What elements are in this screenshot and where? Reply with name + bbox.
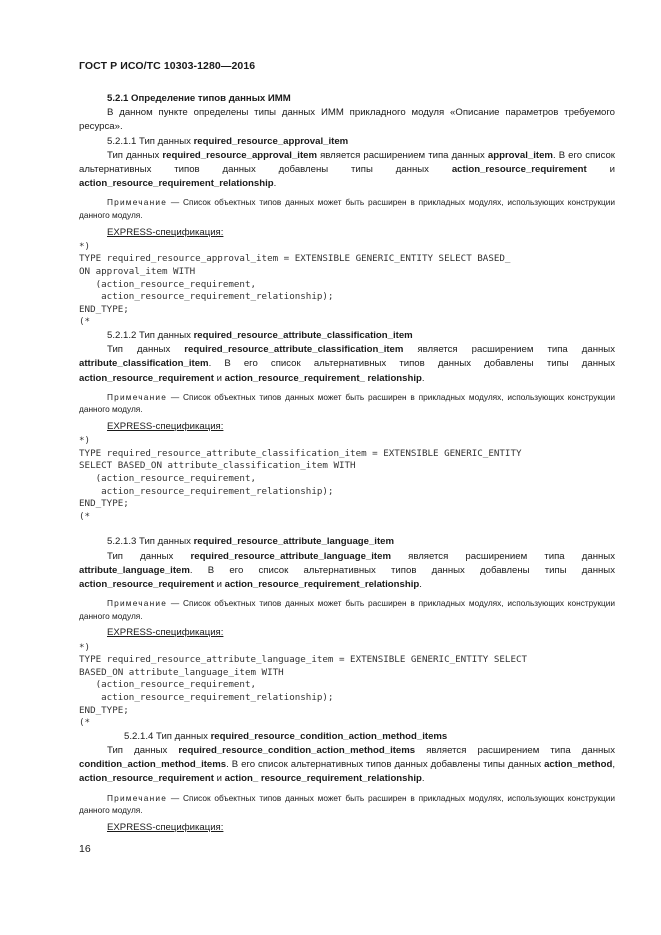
heading-type-name: required_resource_attribute_classification_item — [193, 329, 413, 341]
heading-5-2-1-2 — [79, 329, 615, 343]
heading-5-2-1-4 — [79, 730, 615, 744]
express-spec-label: EXPRESS-спецификация: — [107, 226, 224, 238]
paragraph-5-2-1-4: Тип данных required_resource_condition_action_method_items является расширением типа данных condition_action_method_items. В его список альтернативных типов данных добавлены типы данных action_method, action_resource_requirement и action_ resource_requirement_relationship. — [79, 744, 615, 785]
page-body — [79, 92, 615, 835]
note-5-2-1-3: Примечание — Список объектных типов данных может быть расширен в прикладных модулях, использующих конструкции данного модуля. — [79, 598, 615, 621]
heading-prefix: 5.2.1.2 Тип данных — [107, 329, 194, 341]
heading-5-2-1-3 — [79, 535, 615, 549]
heading-type-name: required_resource_condition_action_method_items — [210, 730, 448, 742]
heading-type-name: required_resource_attribute_language_item — [193, 536, 395, 548]
express-code-block: *) TYPE required_resource_approval_item = EXTENSIBLE GENERIC_ENTITY SELECT BASED_ ON approval_item WITH (action_resource_requirement, action_resource_requirement_relationship); END_TYPE; (* — [79, 240, 511, 328]
heading-prefix: 5.2.1.1 Тип данных — [107, 135, 194, 147]
express-spec-label: EXPRESS-спецификация: — [107, 821, 224, 833]
heading-prefix: 5.2.1.4 Тип данных — [124, 730, 211, 742]
note-5-2-1-1: Примечание — Список объектных типов данных может быть расширен в прикладных модулях, использующих конструкции данного модуля. — [79, 197, 615, 221]
express-code-block: *) TYPE required_resource_attribute_language_item = EXTENSIBLE GENERIC_ENTITY SELECT BASED_ON attribute_language_item WITH (action_resource_requirement, action_resource_requirement_relationship); END_TYPE; (* — [79, 641, 528, 729]
express-spec-label: EXPRESS-спецификация: — [107, 420, 224, 432]
spacer — [79, 523, 615, 535]
heading-5-2-1-1 — [79, 135, 615, 149]
paragraph-5-2-1-1: Тип данных required_resource_approval_item является расширением типа данных approval_item. В его список альтернативных типов данных добавлены типы данных action_resource_requirement и action_resource_requirement_relationship. — [79, 149, 616, 190]
express-spec-label: EXPRESS-спецификация: — [107, 627, 224, 639]
heading-prefix: 5.2.1.3 Тип данных — [107, 536, 194, 548]
express-code-block: *) TYPE required_resource_attribute_classification_item = EXTENSIBLE GENERIC_ENTITY SELECT BASED_ON attribute_classification_item WITH (action_resource_requirement, action_resource_requirement_relationship); END_TYPE; (* — [79, 435, 522, 522]
note-5-2-1-2: Примечание — Список объектных типов данных может быть расширен в прикладных модулях, использующих конструкции данного модуля. — [79, 391, 615, 415]
page-number: 16 — [79, 843, 91, 855]
section-text-5-2-1: В данном пункте определены типы данных ИММ прикладного модуля «Описание параметров требуемого ресурса». — [79, 107, 615, 133]
section-title-5-2-1: 5.2.1 Определение типов данных ИММ — [107, 93, 291, 104]
heading-type-name: required_resource_approval_item — [193, 135, 349, 147]
paragraph-5-2-1-3: Тип данных required_resource_attribute_language_item является расширением типа данных attribute_language_item. В его список альтернативных типов данных добавлены типы данных action_resource_requirement и action_resource_requirement_relationship. — [79, 550, 615, 590]
note-5-2-1-4: Примечание — Список объектных типов данных может быть расширен в прикладных модулях, использующих конструкции данного модуля. — [79, 792, 615, 816]
document-header: ГОСТ Р ИСО/ТС 10303-1280—2016 — [79, 60, 256, 72]
paragraph-5-2-1-2: Тип данных required_resource_attribute_classification_item является расширением типа данных attribute_classification_item. В его список альтернативных типов данных добавлены типы данных action_resource_requirement и action_resource_requirement_ relationship. — [79, 344, 615, 384]
